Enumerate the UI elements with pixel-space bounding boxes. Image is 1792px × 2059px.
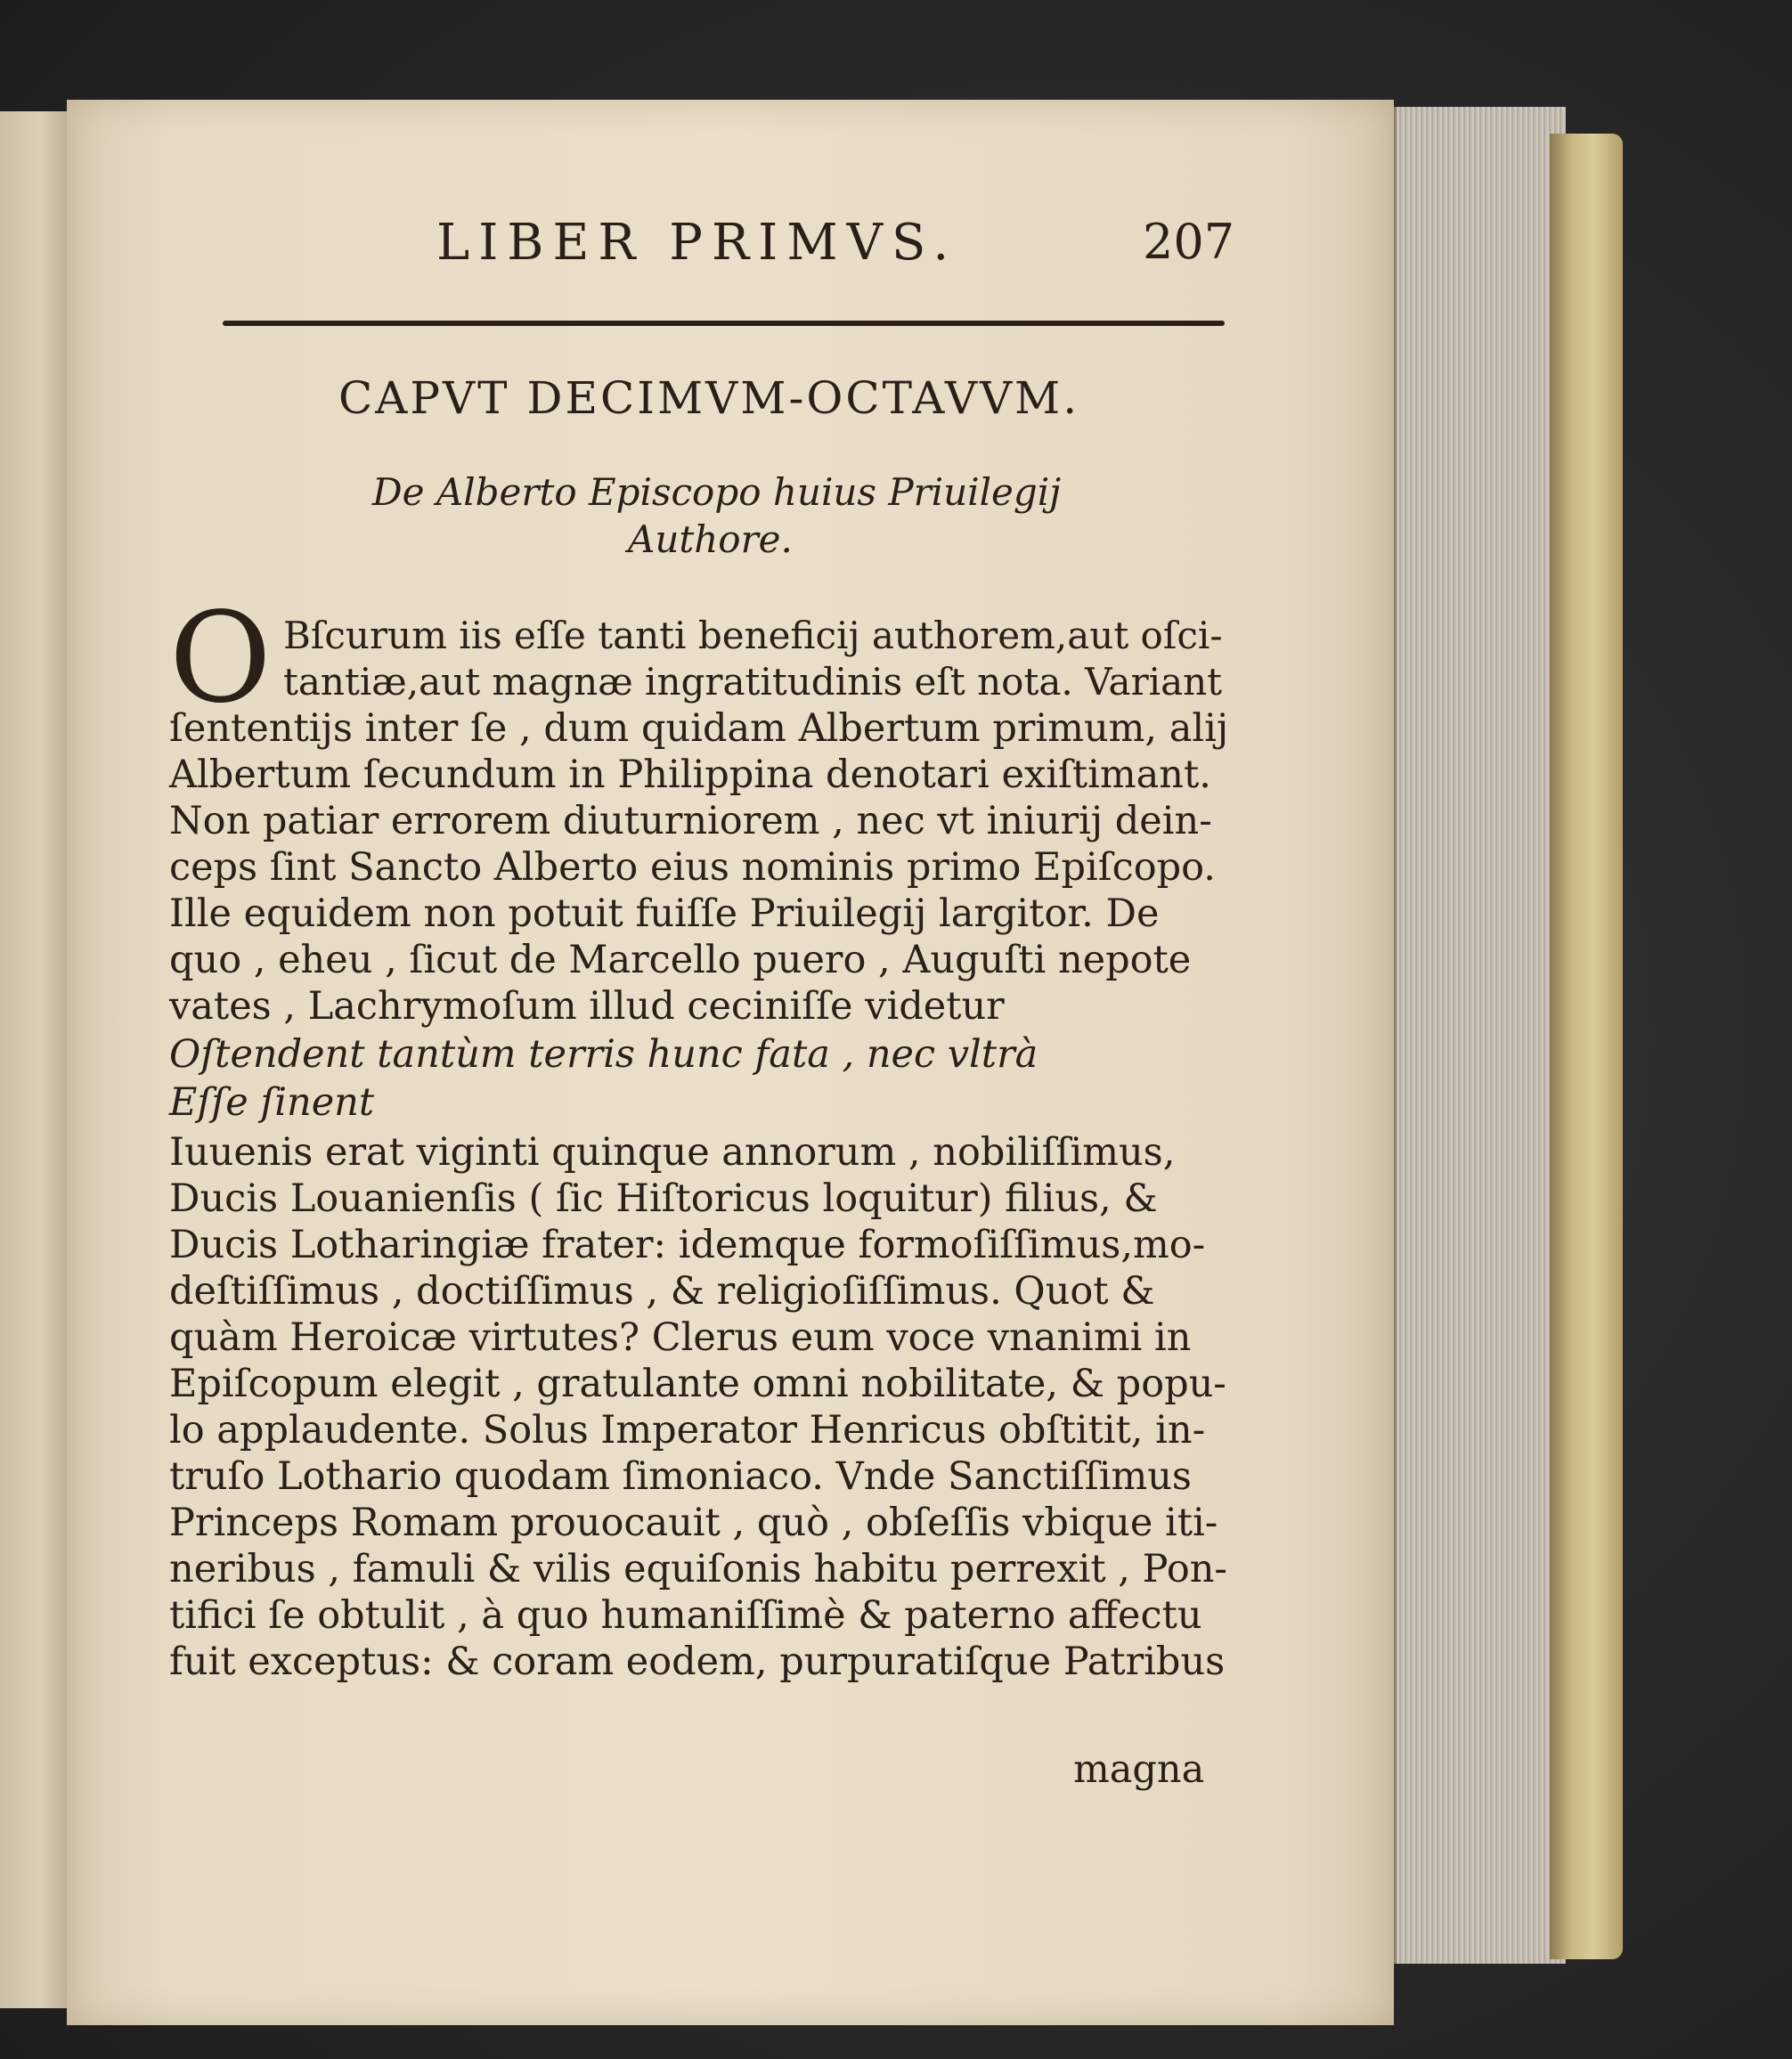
body-line: tifici ſe obtulit , à quo humaniſſimè & paterno affectu — [169, 1593, 1202, 1638]
page-number: 207 — [1143, 214, 1235, 270]
body-line: fuit exceptus: & coram eodem, purpuratiſque Patribus — [169, 1640, 1226, 1684]
body-line: vates , Lachrymoſum illud ceciniſſe videtur — [169, 984, 1005, 1029]
left-page-edge — [0, 111, 69, 2008]
body-line: Ducis Lotharingiæ frater: idemque formoſiſſimus,mo- — [169, 1223, 1206, 1267]
body-line: Ille equidem non potuit fuiſſe Priuilegij largitor. De — [169, 891, 1160, 936]
body-line: Iuuenis erat viginti quinque annorum , nobiliſſimus, — [169, 1130, 1176, 1175]
body-line: lo applaudente. Solus Imperator Henricus obſtitit, in- — [169, 1408, 1206, 1453]
page-block-edges — [1394, 107, 1566, 1964]
body-line: truſo Lothario quodam ſimoniaco. Vnde Sanctiſſimus — [169, 1454, 1193, 1499]
body-line: Ducis Louanienſis ( ſic Hiſtoricus loquitur) filius, & — [169, 1176, 1158, 1221]
body-line: Princeps Romam prouocauit , quò , obſeſſis vbique iti- — [169, 1501, 1218, 1545]
chapter-title: CAPVT DECIMVM-OCTAVVM. — [338, 372, 1080, 424]
header-rule — [223, 321, 1225, 326]
running-head: LIBER PRIMVS. — [436, 214, 958, 272]
body-line: deſtiſſimus , doctiſſimus , & religioſiſſimus. Quot & — [169, 1269, 1155, 1314]
body-line: ſententijs inter ſe , dum quidam Albertum primum, alij — [169, 706, 1229, 751]
verse-line: Oſtendent tantùm terris hunc fata , nec vltrà — [169, 1032, 1039, 1077]
body-line: quo , eheu , ſicut de Marcello puero , Auguſti nepote — [169, 938, 1192, 982]
body-line: ceps ſint Sancto Alberto eius nominis primo Epiſcopo. — [169, 845, 1216, 890]
drop-cap: O — [169, 586, 272, 731]
body-line: neribus , famuli & vilis equiſonis habitu perrexit , Pon- — [169, 1547, 1227, 1591]
body-line: quàm Heroicæ virtutes? Clerus eum voce vnanimi in — [169, 1315, 1192, 1360]
chapter-subtitle-line-1: De Alberto Episcopo huius Priuilegij — [372, 470, 1062, 514]
body-line: Epiſcopum elegit , gratulante omni nobilitate, & popu- — [169, 1362, 1226, 1406]
body-line: tantiæ,aut magnæ ingratitudinis eſt nota. Variant — [283, 660, 1223, 704]
catchword: magna — [1073, 1747, 1205, 1792]
body-line: Bſcurum iis eſſe tanti beneficij authorem,aut oſci- — [283, 614, 1223, 657]
chapter-subtitle-line-2: Authore. — [628, 517, 793, 561]
verse-line: Eſſe ſinent — [169, 1080, 375, 1125]
body-line: Non patiar errorem diuturniorem , nec vt iniurij dein- — [169, 799, 1212, 843]
book-cover-edge — [1550, 134, 1623, 1959]
body-line: Albertum ſecundum in Philippina denotari exiſtimant. — [169, 753, 1211, 797]
